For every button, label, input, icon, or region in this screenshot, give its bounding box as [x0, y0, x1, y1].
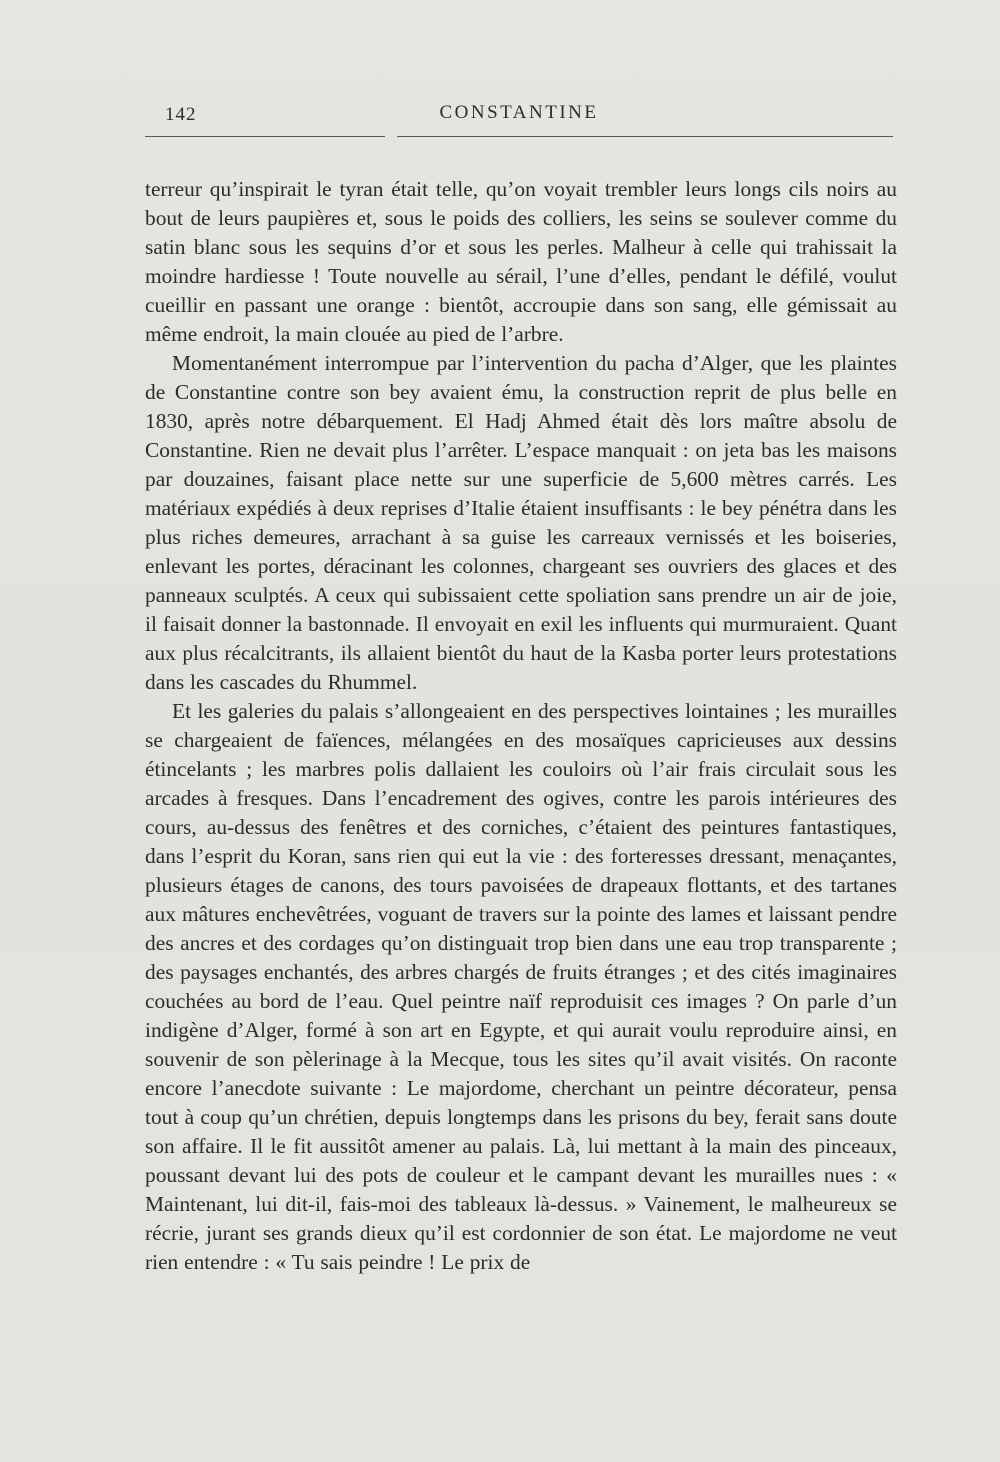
header-rule-right	[397, 136, 893, 137]
page-number: 142	[165, 104, 197, 125]
paragraph-2: Momentanément interrompue par l’intervention du pacha d’Alger, que les plaintes de Constantine contre son bey avaient ému, la construction reprit de plus belle en 1830, après notre débarquement. El Hadj Ahmed était dès lors maître absolu de Constantine. Rien ne devait plus l’arrêter. L’espace manquait : on jeta bas les maisons par douzaines, faisant place nette sur une superficie de 5,600 mètres carrés. Les matériaux expédiés à deux reprises d’Italie étaient insuffisants : le bey pénétra dans les plus riches demeures, arrachant à sa guise les carreaux vernissés et les boiseries, enlevant les portes, déracinant les colonnes, chargeant ses ouvriers des glaces et des panneaux sculptés. A ceux qui subissaient cette spoliation sans prendre un air de joie, il faisait donner la bastonnade. Il envoyait en exil les influents qui murmuraient. Quant aux plus récalcitrants, ils allaient bientôt du haut de la Kasba porter leurs protestations dans les cascades du Rhummel.	[145, 351, 897, 694]
header-rule-left	[145, 136, 385, 137]
paragraph-1: terreur qu’inspirait le tyran était telle, qu’on voyait trembler leurs longs cils noirs au bout de leurs paupières et, sous le poids des colliers, les seins se soulever comme du satin blanc sous les sequins d’or et sous les perles. Malheur à celle qui trahissait la moindre hardiesse ! Toute nouvelle au sérail, l’une d’elles, pendant le défilé, voulut cueillir en passant une orange : bientôt, accroupie dans son sang, elle gémissait au même endroit, la main clouée au pied de l’arbre.	[145, 177, 897, 346]
running-title: CONSTANTINE	[439, 102, 599, 123]
page-header	[145, 100, 893, 140]
page-body	[145, 175, 897, 1277]
paragraph-3: Et les galeries du palais s’allongeaient en des perspectives lointaines ; les murailles se chargeaient de faïences, mélangées en des mosaïques capricieuses aux dessins étincelants ; les marbres polis dallaient les couloirs où l’air frais circulait sous les arcades à fresques. Dans l’encadrement des ogives, contre les parois intérieures des cours, au-dessus des fenêtres et des corniches, c’étaient des peintures fantastiques, dans l’esprit du Koran, sans rien qui eut la vie : des forteresses dressant, menaçantes, plusieurs étages de canons, des tours pavoisées de drapeaux flottants, et des tartanes aux mâtures enchevêtrées, voguant de travers sur la pointe des lames et laissant pendre des ancres et des cordages qu’on distinguait trop bien dans une eau trop transparente ; des paysages enchantés, des arbres chargés de fruits étranges ; et des cités imaginaires couchées au bord de l’eau. Quel peintre naïf reproduisit ces images ? On parle d’un indigène d’Alger, formé à son art en Egypte, et qui aurait voulu reproduire ainsi, en souvenir de son pèlerinage à la Mecque, tous les sites qu’il avait visités. On raconte encore l’anecdote suivante : Le majordome, cherchant un peintre décorateur, pensa tout à coup qu’un chrétien, depuis longtemps dans les prisons du bey, ferait sans doute son affaire. Il le fit aussitôt amener au palais. Là, lui mettant à la main des pinceaux, poussant devant lui des pots de couleur et le campant devant les murailles nues : « Maintenant, lui dit-il, fais-moi des tableaux là-dessus. » Vainement, le malheureux se récrie, jurant ses grands dieux qu’il est cordonnier de son état. Le majordome ne veut rien entendre : « Tu sais peindre ! Le prix de	[145, 699, 897, 1274]
